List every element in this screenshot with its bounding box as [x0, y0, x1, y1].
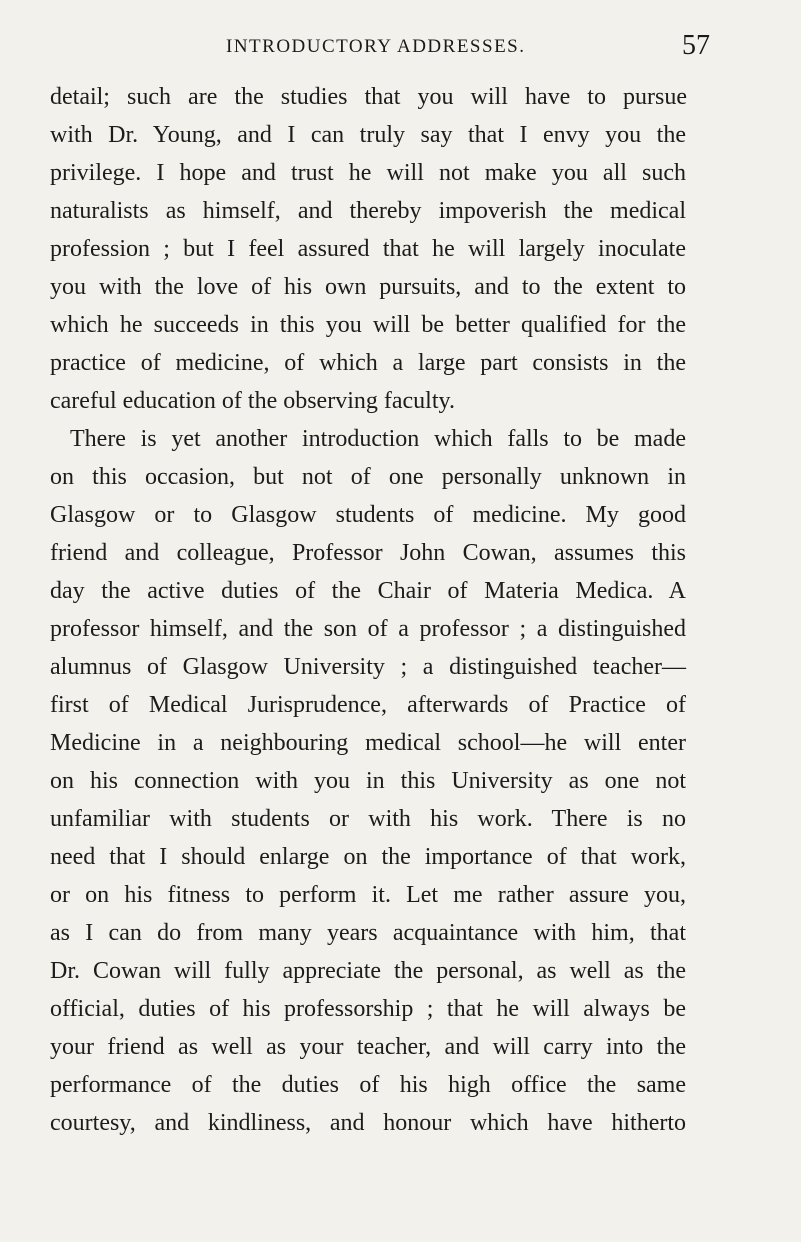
text-line: you with the love of his own pursuits, and to the extent to: [50, 274, 686, 300]
text-line: day the active duties of the Chair of Materia Medica. A: [50, 578, 686, 604]
text-line: Dr. Cowan will fully appreciate the personal, as well as the: [50, 958, 686, 984]
text-line: which he succeeds in this you will be better qualified for the: [50, 312, 686, 338]
text-line: naturalists as himself, and thereby impoverish the medical: [50, 198, 686, 224]
running-head: INTRODUCTORY ADDRESSES.: [226, 36, 526, 57]
text-line: need that I should enlarge on the importance of that work,: [50, 844, 686, 870]
text-line: professor himself, and the son of a professor ; a distinguished: [50, 616, 686, 642]
text-line: alumnus of Glasgow University ; a distinguished teacher—: [50, 654, 686, 680]
text-line: on his connection with you in this University as one not: [50, 768, 686, 794]
text-line: your friend as well as your teacher, and will carry into the: [50, 1034, 686, 1060]
text-line: on this occasion, but not of one personally unknown in: [50, 464, 686, 490]
text-line: practice of medicine, of which a large part consists in the: [50, 350, 686, 376]
text-line: careful education of the observing faculty.: [50, 388, 455, 414]
text-line: performance of the duties of his high office the same: [50, 1072, 686, 1098]
text-line: official, duties of his professorship ; that he will always be: [50, 996, 686, 1022]
text-line: or on his fitness to perform it. Let me rather assure you,: [50, 882, 686, 908]
text-line: detail; such are the studies that you will have to pursue: [50, 84, 687, 110]
text-line: Medicine in a neighbouring medical school—he will enter: [50, 730, 686, 756]
text-line: as I can do from many years acquaintance with him, that: [50, 920, 686, 946]
text-line: unfamiliar with students or with his work. There is no: [50, 806, 686, 832]
text-line: with Dr. Young, and I can truly say that I envy you the: [50, 122, 686, 148]
page-number: 57: [682, 30, 710, 61]
text-line: privilege. I hope and trust he will not make you all such: [50, 160, 686, 186]
text-line: Glasgow or to Glasgow students of medicine. My good: [50, 502, 686, 528]
text-line: profession ; but I feel assured that he will largely inoculate: [50, 236, 686, 262]
text-line: There is yet another introduction which falls to be made: [70, 426, 686, 452]
page-header: [0, 28, 801, 68]
text-line: first of Medical Jurisprudence, afterwards of Practice of: [50, 692, 686, 718]
text-line: courtesy, and kindliness, and honour which have hitherto: [50, 1110, 686, 1136]
text-line: friend and colleague, Professor John Cowan, assumes this: [50, 540, 686, 566]
